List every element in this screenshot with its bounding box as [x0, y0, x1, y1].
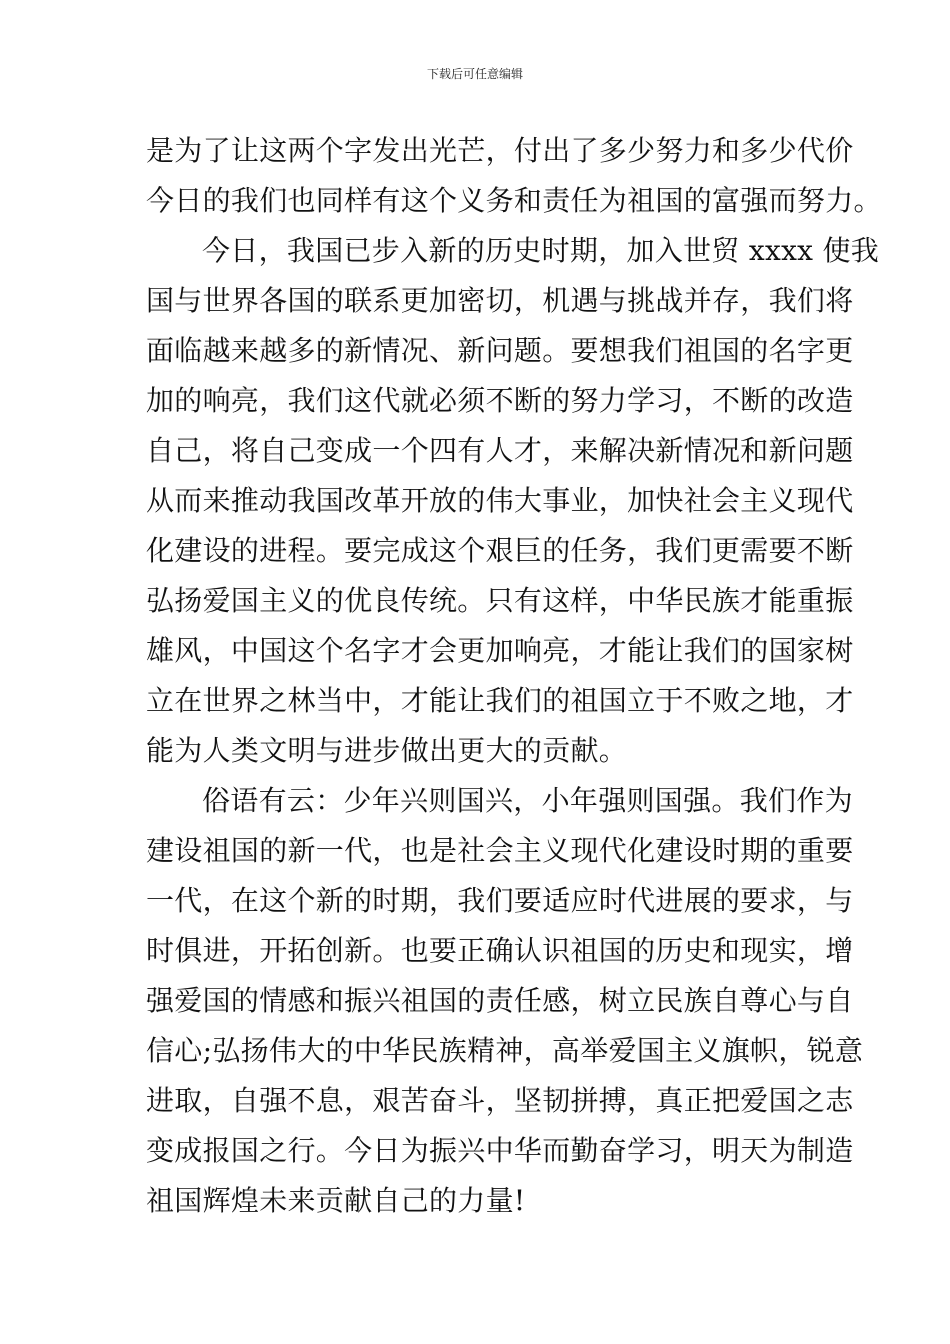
- text-line: 化建设的进程。要完成这个艰巨的任务，我们更需要不断: [146, 534, 854, 567]
- text-line: 一代，在这个新的时期，我们要适应时代进展的要求，与: [146, 884, 854, 917]
- text-line: 信心;弘扬伟大的中华民族精神，高举爱国主义旗帜，锐意: [146, 1034, 864, 1067]
- document-body: [146, 126, 882, 1226]
- text-line: 面临越来越多的新情况、新问题。要想我们祖国的名字更: [146, 334, 854, 367]
- paragraph-start-line: 今日，我国已步入新的历史时期，加入世贸 xxxx 使我: [202, 234, 880, 267]
- text-line: 国与世界各国的联系更加密切，机遇与挑战并存，我们将: [146, 284, 854, 317]
- text-line: 是为了让这两个字发出光芒，付出了多少努力和多少代价: [146, 134, 854, 167]
- text-line: 建设祖国的新一代，也是社会主义现代化建设时期的重要: [146, 834, 854, 867]
- page-header: 下载后可任意编辑: [426, 67, 523, 81]
- text-line: 时俱进，开拓创新。也要正确认识祖国的历史和现实，增: [146, 934, 854, 967]
- text-line: 自己，将自己变成一个四有人才，来解决新情况和新问题: [146, 434, 854, 467]
- paragraph-start-line: 俗语有云：少年兴则国兴，小年强则国强。我们作为: [202, 784, 853, 817]
- text-line: 今日的我们也同样有这个义务和责任为祖国的富强而努力。: [146, 184, 882, 217]
- text-line: 立在世界之林当中，才能让我们的祖国立于不败之地，才: [146, 684, 854, 717]
- text-line: 强爱国的情感和振兴祖国的责任感，树立民族自尊心与自: [146, 984, 854, 1017]
- text-line: 雄风，中国这个名字才会更加响亮，才能让我们的国家树: [146, 634, 854, 667]
- text-line: 进取，自强不息，艰苦奋斗，坚韧拼搏，真正把爱国之志: [146, 1084, 854, 1117]
- text-line: 从而来推动我国改革开放的伟大事业，加快社会主义现代: [146, 484, 854, 517]
- text-line: 能为人类文明与进步做出更大的贡献。: [146, 734, 628, 767]
- text-line: 变成报国之行。今日为振兴中华而勤奋学习，明天为制造: [146, 1134, 854, 1167]
- text-line: 加的响亮，我们这代就必须不断的努力学习，不断的改造: [146, 384, 854, 417]
- text-line: 弘扬爱国主义的优良传统。只有这样，中华民族才能重振: [146, 584, 854, 617]
- text-line: 祖国辉煌未来贡献自己的力量!: [146, 1184, 526, 1217]
